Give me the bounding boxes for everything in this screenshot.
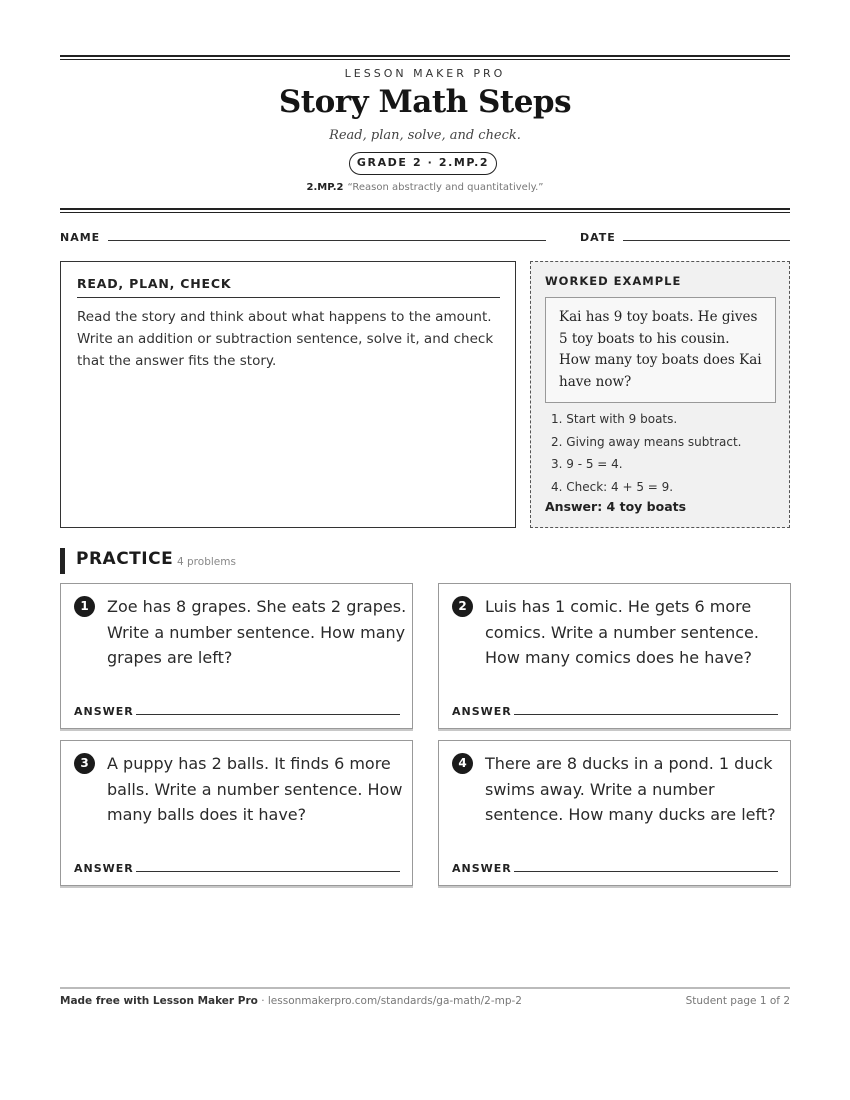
problem-text: A puppy has 2 balls. It finds 6 more balls. Write a number sentence. How many balls does it have?: [107, 754, 403, 824]
worked-step: 4. Check: 4 + 5 = 9.: [551, 479, 674, 494]
answer-label: ANSWER: [452, 705, 512, 718]
name-field[interactable]: [108, 240, 546, 241]
problem-number: 2: [452, 596, 473, 617]
problem-text: Zoe has 8 grapes. She eats 2 grapes. Write a number sentence. How many grapes are left?: [107, 597, 407, 667]
problem-number: 1: [74, 596, 95, 617]
practice-accent-bar: [60, 548, 65, 574]
problem-card-4: [438, 740, 791, 886]
worked-step: 1. Start with 9 boats.: [551, 412, 678, 426]
problem-text: Luis has 1 comic. He gets 6 more comics. Write a number sentence. How many comics does he have?: [485, 597, 759, 667]
header-top-rule: [60, 55, 790, 57]
worked-example-problem: Kai has 9 toy boats. He gives 5 toy boats to his cousin. How many toy boats does Kai have now?: [545, 297, 776, 403]
problem-number: 4: [452, 753, 473, 774]
instructions-text: Read the story and think about what happens to the amount. Write an addition or subtraction sentence, solve it, and check that the answer fits the story.: [77, 309, 494, 369]
worksheet-page: [60, 0, 790, 1100]
answer-field[interactable]: [136, 714, 400, 715]
standard-code: 2.MP.2: [306, 182, 344, 193]
header-bottom-rule: [60, 208, 790, 210]
problem-card-2: [438, 583, 791, 729]
worked-step: 3. 9 - 5 = 4.: [551, 457, 623, 471]
standard-line: [60, 182, 790, 193]
worked-step: 2. Giving away means subtract.: [551, 434, 742, 449]
practice-count: 4 problems: [177, 556, 236, 568]
worked-example-answer: Answer: 4 toy boats: [545, 499, 687, 514]
instructions-box: [60, 261, 516, 528]
footer-rule: [60, 987, 790, 989]
answer-field[interactable]: [514, 871, 778, 872]
date-label: DATE: [580, 231, 616, 244]
problem-card-3: [60, 740, 413, 886]
worked-example-steps: [551, 408, 781, 498]
page-title: Story Math Steps: [278, 84, 572, 120]
standard-text: “Reason abstractly and quantitatively.”: [347, 182, 544, 193]
brand-name: LESSON MAKER PRO: [344, 67, 506, 80]
grade-badge: GRADE 2 · 2.MP.2: [349, 152, 497, 175]
answer-label: ANSWER: [74, 705, 134, 718]
footer-made-with: Made free with Lesson Maker Pro: [60, 995, 258, 1007]
answer-label: ANSWER: [452, 862, 512, 875]
instructions-heading: READ, PLAN, CHECK: [77, 276, 500, 298]
name-label: NAME: [60, 231, 101, 244]
footer-page-number: Student page 1 of 2: [685, 995, 790, 1007]
page-subtitle: Read, plan, solve, and check.: [329, 128, 521, 143]
answer-field[interactable]: [136, 871, 400, 872]
worked-example-heading: WORKED EXAMPLE: [545, 274, 682, 288]
practice-title: PRACTICE: [76, 549, 174, 569]
footer-url[interactable]: lessonmakerpro.com/standards/ga-math/2-mp-2: [267, 995, 522, 1007]
answer-field[interactable]: [514, 714, 778, 715]
problem-text: There are 8 ducks in a pond. 1 duck swims away. Write a number sentence. How many ducks are left?: [485, 754, 776, 824]
worked-example-box: [530, 261, 790, 528]
footer-credit: Made free with Lesson Maker Pro · lessonmakerpro.com/standards/ga-math/2-mp-2: [60, 995, 522, 1007]
problem-card-1: [60, 583, 413, 729]
answer-label: ANSWER: [74, 862, 134, 875]
problem-number: 3: [74, 753, 95, 774]
date-field[interactable]: [623, 240, 790, 241]
